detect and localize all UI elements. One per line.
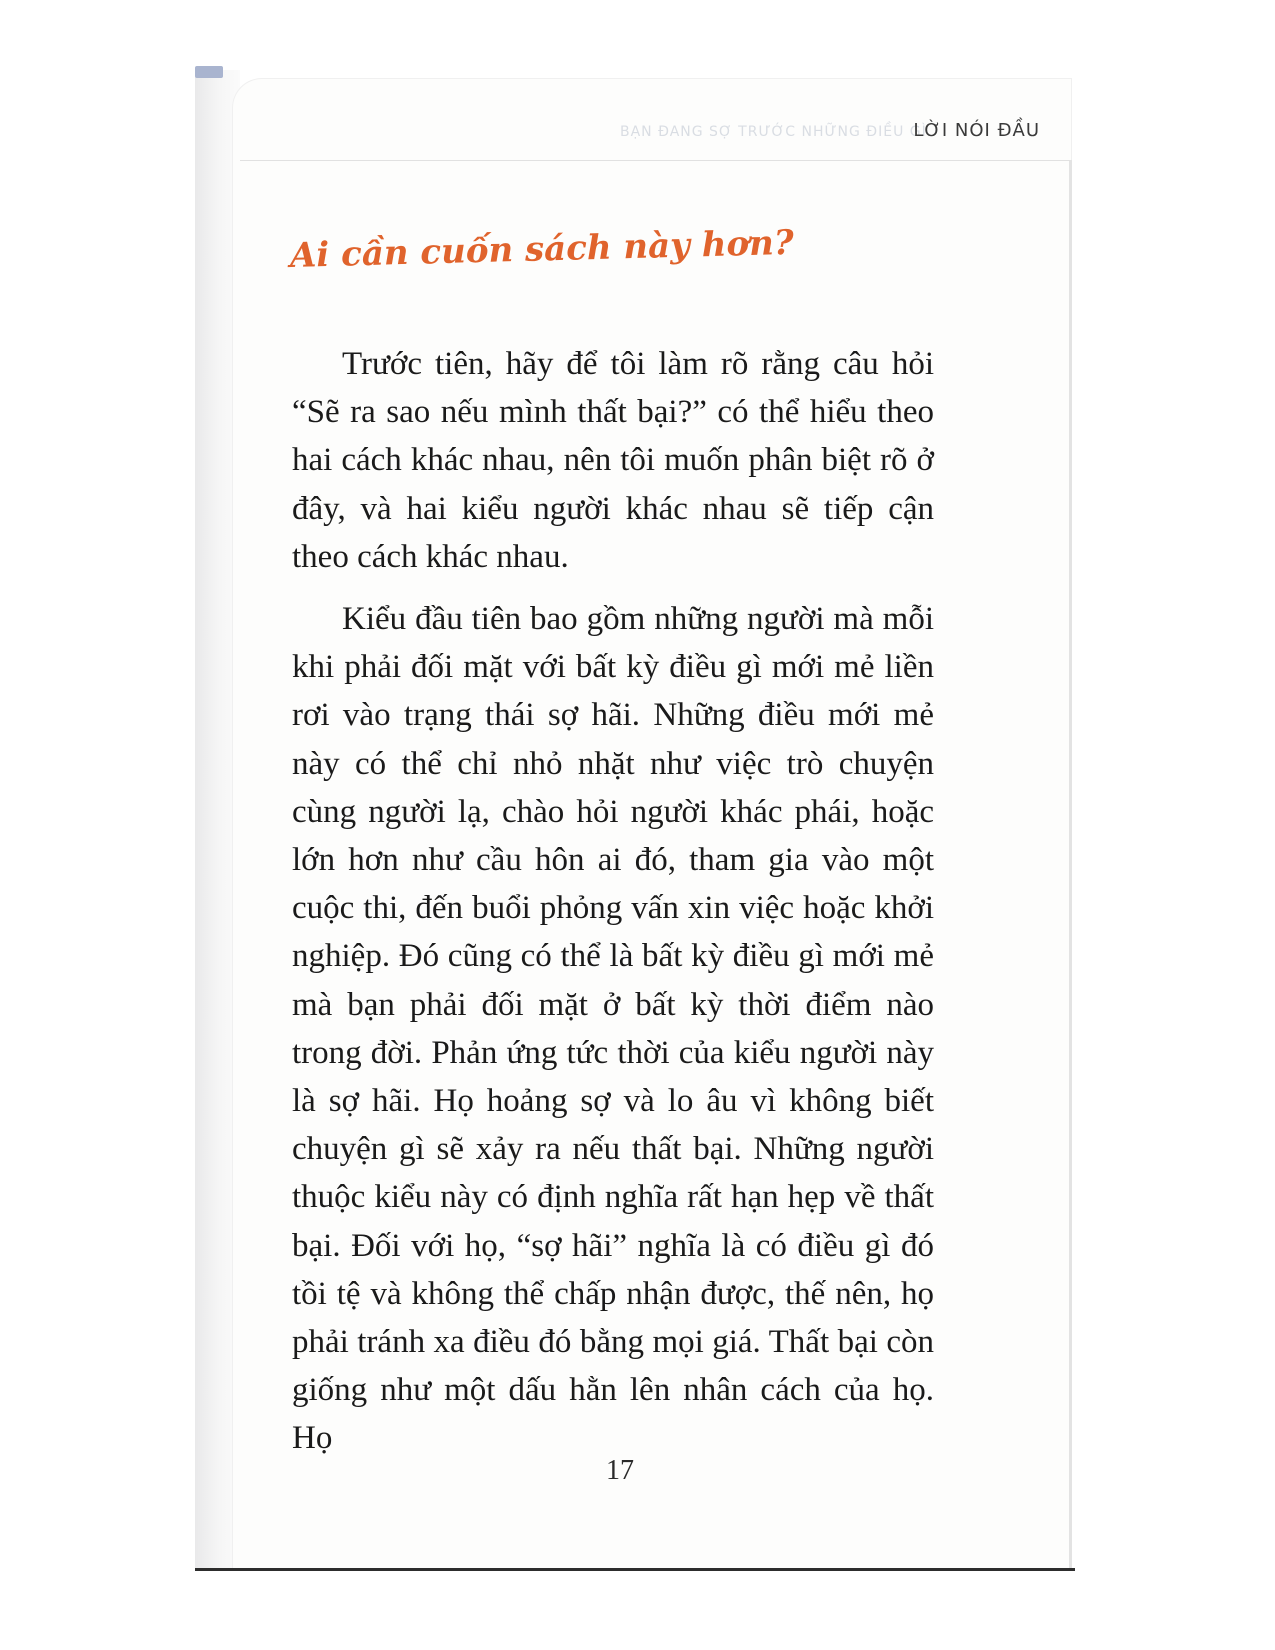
body-text xyxy=(292,340,934,1477)
running-head-section-name: LỜI NÓI ĐẦU xyxy=(913,120,1040,141)
paragraph-1: Trước tiên, hãy để tôi làm rõ rằng câu hỏi “Sẽ ra sao nếu mình thất bại?” có thể hiểu theo hai cách khác nhau, nên tôi muốn phân biệt rõ ở đây, và hai kiểu người khác nhau sẽ tiếp cận theo cách khác nhau. xyxy=(292,346,934,575)
page-right-edge xyxy=(1069,160,1072,1570)
paragraph-2: Kiểu đầu tiên bao gồm những người mà mỗi khi phải đối mặt với bất kỳ điều gì mới mẻ liền rơi vào trạng thái sợ hãi. Những điều mới mẻ này có thể chỉ nhỏ nhặt như việc trò chuyện cùng người lạ, chào hỏi người khác phái, hoặc lớn hơn như cầu hôn ai đó, tham gia vào một cuộc thi, đến buổi phỏng vấn xin việc hoặc khởi nghiệp. Đó cũng có thể là bất kỳ điều gì mới mẻ mà bạn phải đối mặt ở bất kỳ thời điểm nào trong đời. Phản ứng tức thời của kiểu người này là sợ hãi. Họ hoảng sợ và lo âu vì không biết chuyện gì sẽ xảy ra nếu thất bại. Những người thuộc kiểu này có định nghĩa rất hạn hẹp về thất bại. Đối với họ, “sợ hãi” nghĩa là có điều gì đó tồi tệ và không thể chấp nhận được, thế nên, họ phải tránh xa điều đó bằng mọi giá. Thất bại còn giống như một dấu hằn lên nhân cách của họ. Họ xyxy=(292,601,934,1457)
page-corner-tip xyxy=(195,66,223,78)
page-number: 17 xyxy=(606,1455,634,1486)
running-head-show-through: BẠN ĐANG SỢ TRƯỚC NHỮNG ĐIỀU GÌ xyxy=(620,124,927,140)
section-heading: Ai cần cuốn sách này hơn? xyxy=(289,222,795,276)
running-head xyxy=(620,118,1040,148)
header-divider xyxy=(240,160,1070,161)
page-bottom-edge xyxy=(195,1568,1075,1571)
